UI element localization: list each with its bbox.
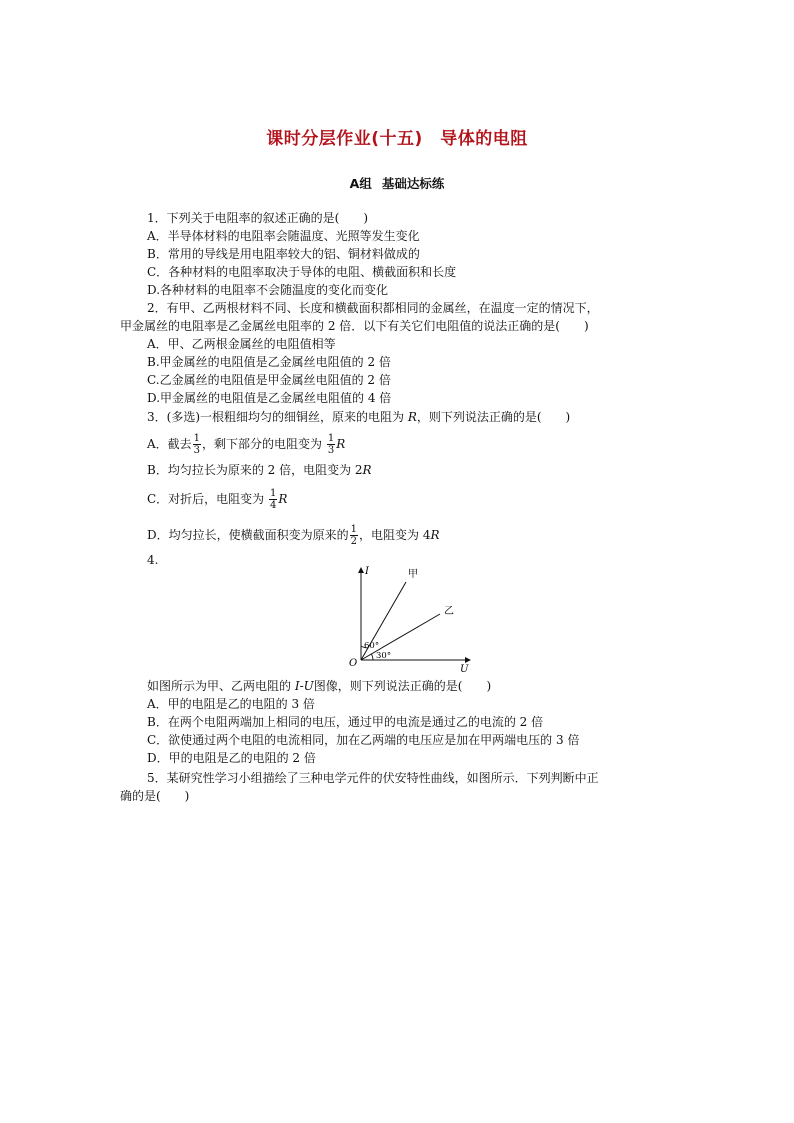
q2-option-d: D.甲金属丝的电阻值是乙金属丝电阻值的 4 倍: [147, 391, 392, 405]
fraction-numerator: 1: [350, 524, 357, 535]
fraction-numerator: 1: [193, 433, 201, 444]
q3-c-text: C．对折后，电阻变为: [147, 492, 268, 506]
q3-a-fraction: [193, 433, 201, 456]
q5-stem-line1: 5．某研究性学习小组描绘了三种电学元件的伏安特性曲线，如图所示．下列判断中正: [147, 771, 599, 785]
q2-stem-line2: 甲金属丝的电阻率是乙金属丝电阻率的 2 倍．以下有关它们电阻值的说法正确的是( ): [120, 319, 589, 333]
q1-option-b: B．常用的导线是用电阻率较大的铝、铜材料做成的: [147, 247, 420, 261]
q4-stem-u: U: [303, 679, 314, 693]
fraction-denominator: 2: [350, 536, 357, 547]
q3-option-c: [147, 488, 287, 511]
group-name: 基础达标练: [381, 176, 445, 191]
q3-stem-text: 3．(多选)一根粗细均匀的细铜丝，原来的电阻为: [147, 410, 408, 424]
q1-option-d: D.各种材料的电阻率不会随温度的变化而变化: [147, 283, 389, 297]
q3-d-text: D．均匀拉长，使横截面积变为原来的: [147, 528, 349, 542]
q3-b-text: B．均匀拉长为原来的 2 倍，电阻变为 2: [147, 463, 363, 477]
q2-option-c: C.乙金属丝的电阻值是甲金属丝电阻值的 2 倍: [147, 373, 391, 387]
line-jia-label: 甲: [408, 569, 418, 580]
q3-a-text: A．截去: [147, 437, 192, 451]
q1-option-a: A．半导体材料的电阻率会随温度、光照等发生变化: [147, 229, 420, 243]
q3-c-r: R: [278, 492, 288, 506]
q4-stem-dash: -: [299, 679, 304, 693]
q4-number: 4.: [147, 553, 159, 567]
q2-stem-line1: 2．有甲、乙两根材料不同、长度和横截面积都相同的金属丝，在温度一定的情况下，: [147, 301, 599, 315]
q2-option-b: B.甲金属丝的电阻值是乙金属丝电阻值的 2 倍: [147, 355, 391, 369]
line-yi-label: 乙: [444, 606, 454, 617]
q3-option-d: [147, 524, 440, 547]
group-heading: [0, 174, 794, 192]
q1-option-c: C．各种材料的电阻率取决于导体的电阻、横截面积和长度: [147, 265, 457, 279]
q3-stem: [147, 408, 570, 426]
fraction-denominator: 4: [270, 500, 277, 511]
q4-stem-tail: 图像，则下列说法正确的是( ): [313, 679, 492, 693]
q4-option-c: C．欲使通过两个电阻的电流相同，加在乙两端的电压应是加在甲两端电压的 3 倍: [147, 733, 580, 747]
q2-option-a: A．甲、乙两根金属丝的电阻值相等: [147, 337, 336, 351]
q1-stem: 1．下列关于电阻率的叙述正确的是( ): [147, 211, 368, 225]
q4-stem-i: I: [294, 679, 300, 693]
q4-option-d: D．甲的电阻是乙的电阻的 2 倍: [147, 751, 316, 765]
q3-option-a: [147, 433, 345, 456]
angle-60-label: 60°: [364, 641, 380, 651]
y-axis-label: I: [365, 566, 369, 577]
angle-arc-30: [371, 654, 373, 660]
q4-stem: [147, 677, 491, 695]
q4-stem-text: 如图所示为甲、乙两电阻的: [147, 679, 295, 693]
q3-stem-tail: ，则下列说法正确的是( ): [416, 410, 571, 424]
q3-a-mid: ，剩下部分的电阻变为: [202, 437, 326, 451]
x-axis-label: U: [460, 664, 469, 674]
fraction-denominator: 3: [193, 445, 201, 456]
q3-a-fraction2: [327, 433, 335, 456]
iu-graph: [340, 562, 480, 674]
group-label: A组: [349, 176, 372, 191]
fraction-numerator: 1: [270, 488, 277, 499]
q3-d-fraction: [350, 524, 358, 547]
q3-option-b: [147, 461, 372, 479]
q3-d-r: R: [430, 528, 440, 542]
origin-label: O: [349, 658, 358, 669]
q4-option-b: B．在两个电阻两端加上相同的电压，通过甲的电流是通过乙的电流的 2 倍: [147, 715, 544, 729]
line-yi: [361, 614, 440, 660]
q3-a-r: R: [336, 437, 346, 451]
page-title: 课时分层作业(十五) 导体的电阻: [266, 129, 528, 149]
fraction-denominator: 3: [327, 445, 335, 456]
q3-d-mid: ，电阻变为 4: [359, 528, 431, 542]
fraction-numerator: 1: [327, 433, 335, 444]
angle-30-label: 30°: [376, 651, 392, 661]
q3-b-r: R: [362, 463, 372, 477]
q3-c-fraction: [269, 488, 277, 511]
q5-stem-line2: 确的是( ): [120, 789, 190, 803]
q4-option-a: A．甲的电阻是乙的电阻的 3 倍: [147, 697, 315, 711]
q3-stem-r: R: [407, 410, 417, 424]
